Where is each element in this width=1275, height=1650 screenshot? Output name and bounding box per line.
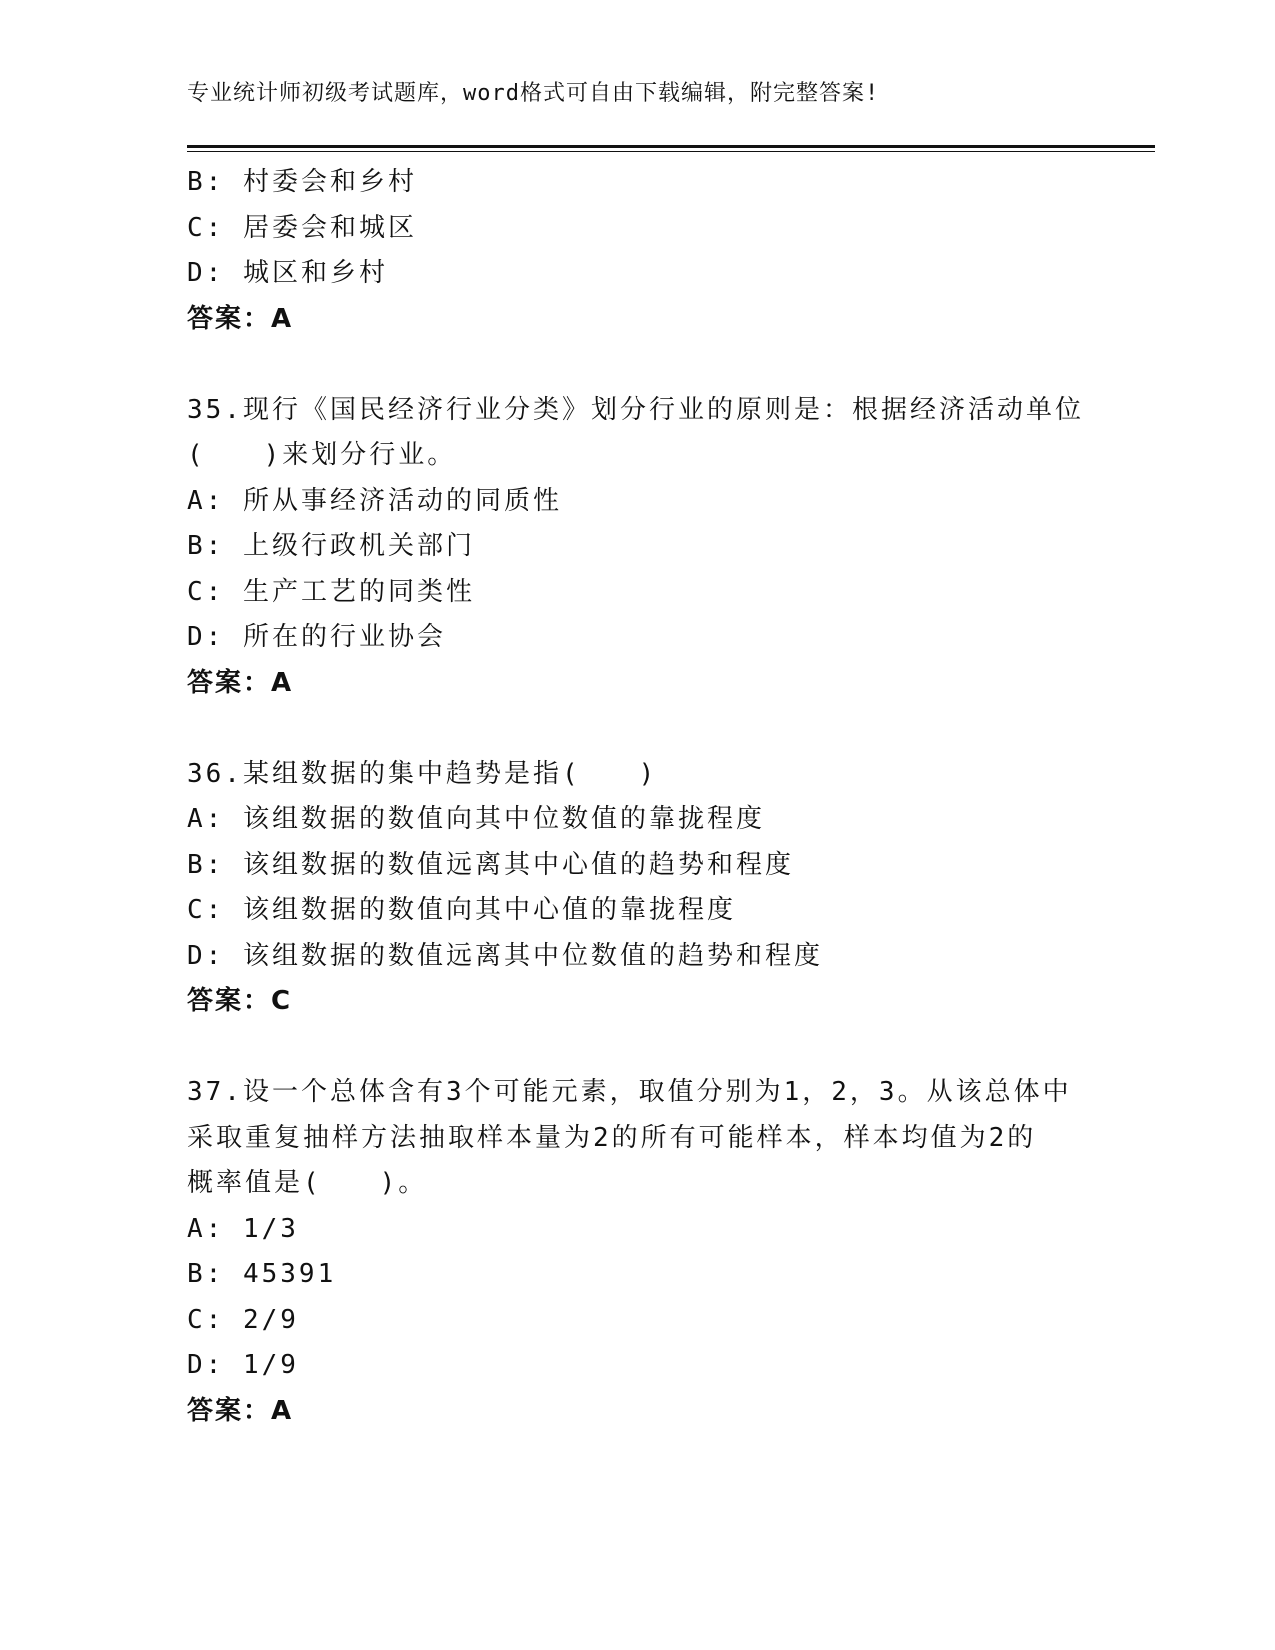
question-36	[187, 752, 1087, 1025]
option-d: D: 所在的行业协会	[187, 622, 446, 652]
answer-label: 答案：A	[187, 1395, 294, 1426]
question-text: 37.设一个总体含有3个可能元素，取值分别为1，2，3。从该总体中	[187, 1077, 1072, 1107]
spacer	[187, 706, 1087, 752]
option-b: B: 村委会和乡村	[187, 167, 417, 197]
option-a: A: 所从事经济活动的同质性	[187, 485, 562, 516]
answer-label: 答案：C	[187, 986, 293, 1016]
answer-label: 答案：A	[187, 667, 294, 698]
option-a: A: 该组数据的数值向其中位数值的靠拢程度	[187, 804, 765, 834]
question-text: 36.某组数据的集中趋势是指( )	[187, 758, 658, 789]
question-text: 35.现行《国民经济行业分类》划分行业的原则是：根据经济活动单位	[187, 394, 1084, 425]
question-35	[187, 388, 1087, 707]
question-text: 采取重复抽样方法抽取样本量为2的所有可能样本，样本均值为2的	[187, 1122, 1037, 1153]
page-header: 专业统计师初级考试题库，word格式可自由下载编辑，附完整答案!	[187, 81, 880, 106]
question-37	[187, 1070, 1087, 1434]
option-c: C: 2/9	[187, 1304, 299, 1335]
option-d: D: 城区和乡村	[187, 258, 388, 288]
option-d: D: 1/9	[187, 1350, 299, 1380]
question-text: 概率值是( )。	[187, 1168, 428, 1198]
option-c: C: 居委会和城区	[187, 212, 417, 243]
question-text: ( )来划分行业。	[187, 440, 457, 470]
option-b: B: 该组数据的数值远离其中心值的趋势和程度	[187, 849, 794, 880]
option-b: B: 45391	[187, 1259, 337, 1289]
answer-label: 答案：A	[187, 303, 294, 334]
spacer	[187, 1025, 1087, 1071]
prev-question	[187, 160, 1087, 342]
option-d: D: 该组数据的数值远离其中位数值的趋势和程度	[187, 940, 823, 971]
option-c: C: 生产工艺的同类性	[187, 576, 475, 607]
option-c: C: 该组数据的数值向其中心值的靠拢程度	[187, 895, 736, 925]
header-rule-thin	[187, 151, 1155, 152]
header-rule-thick	[187, 145, 1155, 148]
option-b: B: 上级行政机关部门	[187, 531, 475, 561]
question-content	[187, 160, 1087, 1434]
option-a: A: 1/3	[187, 1213, 299, 1244]
spacer	[187, 342, 1087, 388]
